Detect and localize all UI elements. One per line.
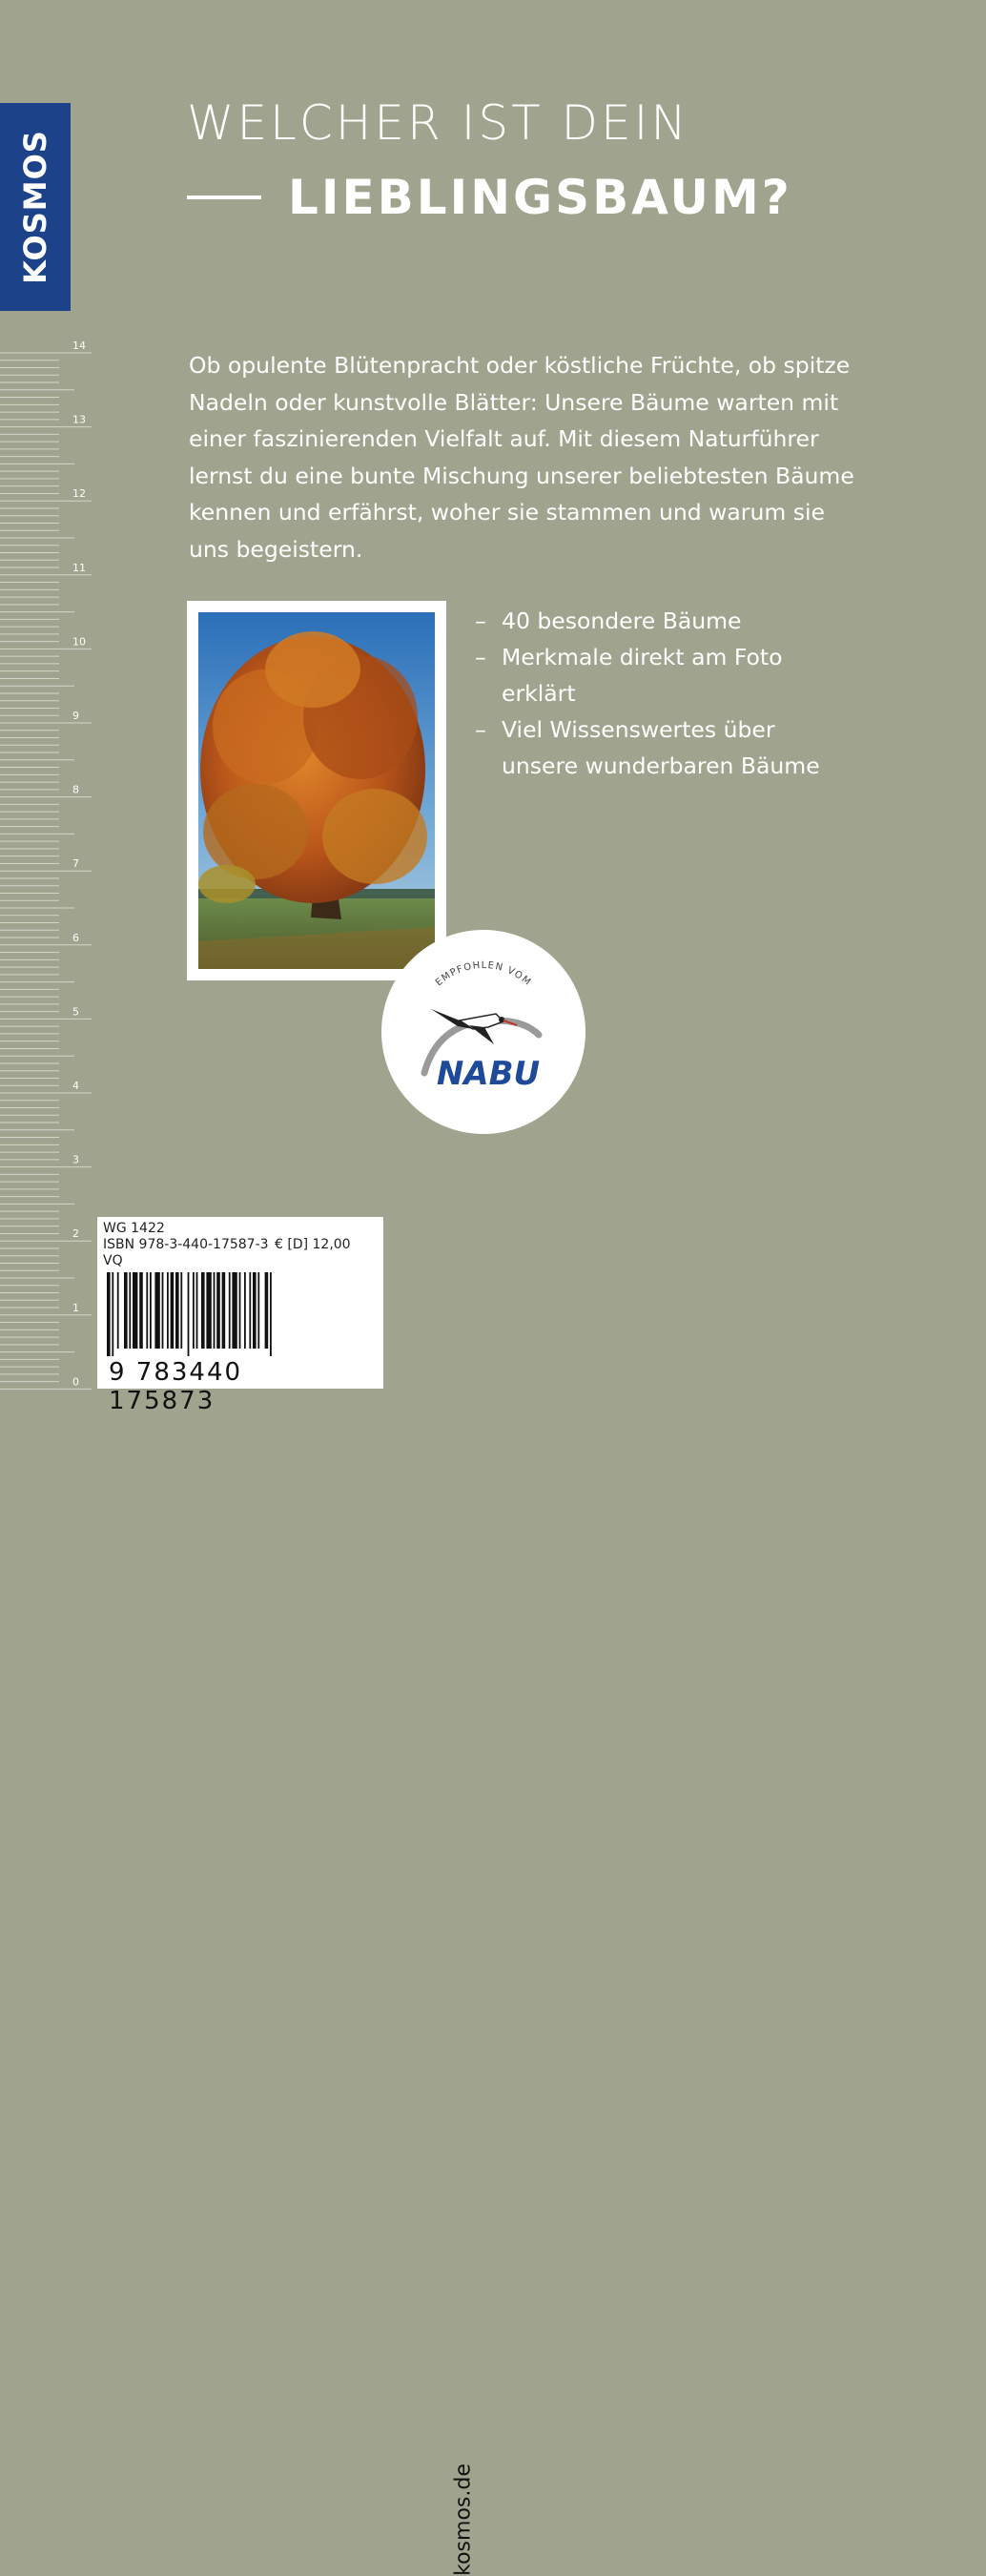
- barcode-bar: [257, 1272, 259, 1349]
- barcode-bar: [133, 1272, 137, 1349]
- barcode-bar: [229, 1272, 231, 1349]
- barcode-bar: [150, 1272, 152, 1349]
- headline-dash: [187, 196, 261, 199]
- ruler-label: 3: [72, 1153, 79, 1166]
- feature-dash: –: [475, 608, 486, 634]
- barcode-bar: [175, 1272, 179, 1349]
- feature-text: Viel Wissenswertes über unsere wunderbaren Bäume: [502, 716, 820, 779]
- ruler-label: 9: [72, 710, 79, 722]
- ruler-label: 11: [72, 561, 86, 574]
- barcode-bar: [270, 1272, 272, 1356]
- barcode-bar: [249, 1272, 251, 1349]
- ruler-label: 0: [72, 1375, 79, 1389]
- barcode-bar: [171, 1272, 175, 1349]
- ruler-label: 12: [72, 487, 86, 501]
- barcode-bar: [180, 1272, 182, 1349]
- barcode-bar: [188, 1272, 190, 1356]
- ruler-label: 5: [72, 1005, 79, 1019]
- barcode-bar: [154, 1272, 159, 1349]
- barcode-bar: [112, 1272, 113, 1356]
- barcode-bar: [193, 1272, 195, 1349]
- barcode-bar: [232, 1272, 236, 1349]
- barcode-bars: [105, 1272, 343, 1358]
- barcode-bar: [201, 1272, 205, 1349]
- isbn-number: ISBN 978-3-440-17587-3: [103, 1237, 269, 1252]
- price: € [D] 12,00: [275, 1237, 351, 1252]
- feature-text: Merkmale direkt am Foto erklärt: [502, 644, 783, 707]
- barcode-bar: [244, 1272, 246, 1349]
- barcode-bar: [216, 1272, 220, 1349]
- barcode-bar: [239, 1272, 241, 1349]
- barcode-box: [97, 1217, 476, 2576]
- barcode-bar: [196, 1272, 198, 1349]
- feature-dash: –: [475, 644, 486, 670]
- nabu-logo-text: NABU: [436, 1055, 541, 1093]
- barcode-bar: [253, 1272, 257, 1349]
- tree-photo: [198, 612, 435, 969]
- barcode-bar: [162, 1272, 164, 1349]
- kosmos-logo-text: KOSMOS: [17, 130, 53, 284]
- ruler-label: 13: [72, 413, 86, 426]
- vq-code: VQ: [103, 1253, 123, 1268]
- feature-item: [475, 711, 845, 784]
- ruler-label: 6: [72, 931, 79, 944]
- feature-item: [475, 603, 845, 639]
- ruler-label: 8: [72, 783, 79, 796]
- feature-text: 40 besondere Bäume: [502, 608, 742, 634]
- ruler-label: 7: [72, 857, 79, 871]
- headline-line-1: WELCHER IST DEIN: [187, 95, 689, 151]
- blurb-text: Ob opulente Blütenpracht oder köstliche Früchte, ob spitze Nadeln oder kunstvolle Blätter: Unsere Bäume warten mit einer faszinierenden Vielfalt auf. Mit diesem Naturführer lernst du eine bunte Mischung unserer beliebtesten Bäume kennen und erfährst, woher sie stammen und warum sie uns begeistern.: [189, 352, 854, 563]
- ruler-label: 1: [72, 1301, 79, 1314]
- tree-photo-frame: [187, 601, 446, 980]
- barcode-bar: [222, 1272, 226, 1349]
- barcode-bar: [124, 1272, 128, 1349]
- barcode-bar: [167, 1272, 169, 1349]
- ruler-label: 2: [72, 1227, 79, 1241]
- badge-top-text: EMPFOHLEN VOM: [433, 959, 534, 989]
- barcode-bar: [129, 1272, 131, 1349]
- ruler-label: 10: [72, 635, 86, 649]
- feature-list: [475, 603, 845, 784]
- barcode-bar: [206, 1272, 211, 1349]
- barcode-bar: [107, 1272, 111, 1356]
- ruler-scale: [0, 315, 95, 1431]
- feature-item: [475, 639, 845, 711]
- barcode-bar: [117, 1272, 119, 1349]
- barcode-bar: [214, 1272, 216, 1349]
- svg-text:EMPFOHLEN VOM: [434, 960, 533, 988]
- headline-line-2-text: LIEBLINGSBAUM?: [288, 170, 792, 225]
- ruler-label: 14: [72, 340, 86, 352]
- kosmos-logo-tab: [0, 103, 71, 311]
- barcode-bar: [265, 1272, 269, 1349]
- ruler-label: 4: [72, 1080, 79, 1092]
- barcode-bar: [146, 1272, 148, 1349]
- headline-line-2: [187, 170, 792, 225]
- barcode-bar: [139, 1272, 143, 1349]
- nabu-logo: [381, 930, 585, 1134]
- nabu-badge: [381, 930, 585, 1134]
- feature-dash: –: [475, 716, 486, 743]
- barcode-digits: 9 783440 175873: [109, 1358, 243, 1415]
- wg-number: WG 1422: [103, 1221, 165, 1236]
- kosmos-url: kosmos.de: [451, 2463, 476, 2576]
